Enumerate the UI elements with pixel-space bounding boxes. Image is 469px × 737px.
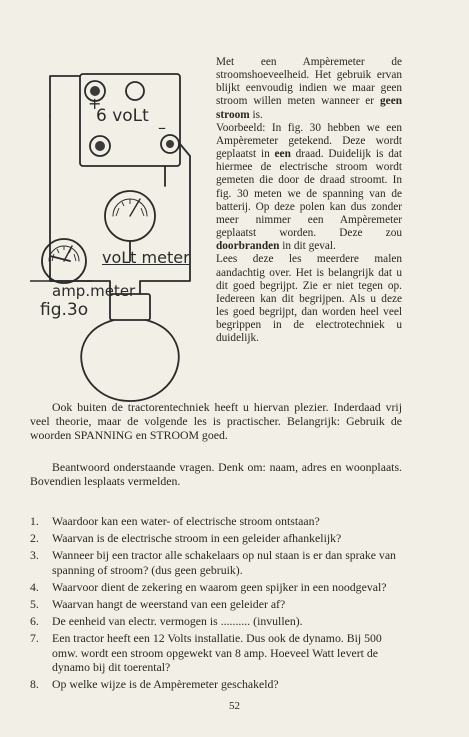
question-text: Waarvoor dient de zekering en waarom geen spijker in een noodgeval? [52,579,387,594]
question-text: Op welke wijze is de Ampèremeter geschakeld? [52,677,279,692]
question-item [30,580,404,594]
paragraph-tractor-text: Ook buiten de tractorentechniek heeft u hiervan plezier. Inderdaad vrij veel theorie, maar de volgende les is practischer. Belangrijk: Gebruik de woorden SPANNING en STROOM goed. [30,400,402,443]
page-number: 52 [229,700,240,712]
question-text: Wanneer bij een tractor alle schakelaars op nul staan is er dan sprake van spanning of stroom? (dus geen gebruik). [52,548,396,577]
question-number: 3. [30,548,39,563]
question-number: 6. [30,614,39,629]
side-column-text [216,56,402,345]
question-item [30,514,404,528]
battery-minus-label: – [158,118,166,137]
side-paragraph-1: Met een Ampèremeter de stroomshoeveelheid. Het gebruik ervan blijkt eenvoudig indien we maar geen stroom willen meten wanneer er geen stroom is. [216,56,402,121]
question-number: 7. [30,631,39,646]
ammeter-label: amp.meter [52,282,136,300]
question-number: 1. [30,514,39,528]
wire-top [50,76,80,116]
side-paragraph-3: Lees deze les meerdere malen aandachtig over. Het is belangrijk dat u dit goed begrijpt. Zie er niet tegen op. Iedereen kan dit begrijpen. Als u deze les goed begrijpt, dan worden heel veel begrippen in de electrotechniek u duidelijk. [216,253,402,345]
question-number: 5. [30,597,39,612]
question-item [30,631,404,674]
question-item [30,548,404,576]
question-text: Waardoor kan een water- of electrische stroom ontstaan? [52,514,320,528]
question-item [30,531,404,545]
question-item [30,614,404,628]
bulb-globe [81,320,179,401]
terminal-top-right [126,82,144,100]
paragraph-tractor [30,400,402,443]
question-text: Een tractor heeft een 12 Volts installatie. Dus ook de dynamo. Bij 500 omw. wordt een stroom opgewekt van 8 amp. Hoeveel Watt levert de dynamo bij dit toerental? [52,631,382,674]
question-number: 2. [30,531,39,546]
voltmeter-label: voLt meter [102,248,190,267]
question-text: De eenheid van electr. vermogen is .......... (invullen). [52,614,303,629]
question-item [30,677,404,691]
side-paragraph-2: Voorbeeld: In fig. 30 hebben we een Ampèremeter getekend. Deze wordt geplaatst in een draad. Duidelijk is dat hiermee de electrische stroom wordt gemeten die door de draad stroomt. In fig. 30 meten we de spanning van de batterij. Op deze polen kan dus zonder meer nimmer een Ampèremeter geplaatst worden. Deze zou doorbranden in dit geval. [216,121,402,253]
question-number: 4. [30,579,39,594]
circuit-figure [30,56,210,406]
paragraph-instructions-text: Beantwoord onderstaande vragen. Denk om: naam, adres en woonplaats. Bovendien lesplaats vermelden. [30,460,402,489]
battery-plus-label: + [88,94,102,113]
figure-caption: fig.3o [40,300,89,320]
question-item [30,597,404,611]
battery-label: 6 voLt [96,106,149,126]
wire-voltmeter [130,166,165,261]
question-list [30,514,404,694]
question-number: 8. [30,677,39,692]
paragraph-instructions [30,460,402,488]
question-text: Waarvan is de electrische stroom in een geleider afhankelijk? [52,531,342,546]
question-text: Waarvan hangt de weerstand van een geleider af? [52,597,286,612]
